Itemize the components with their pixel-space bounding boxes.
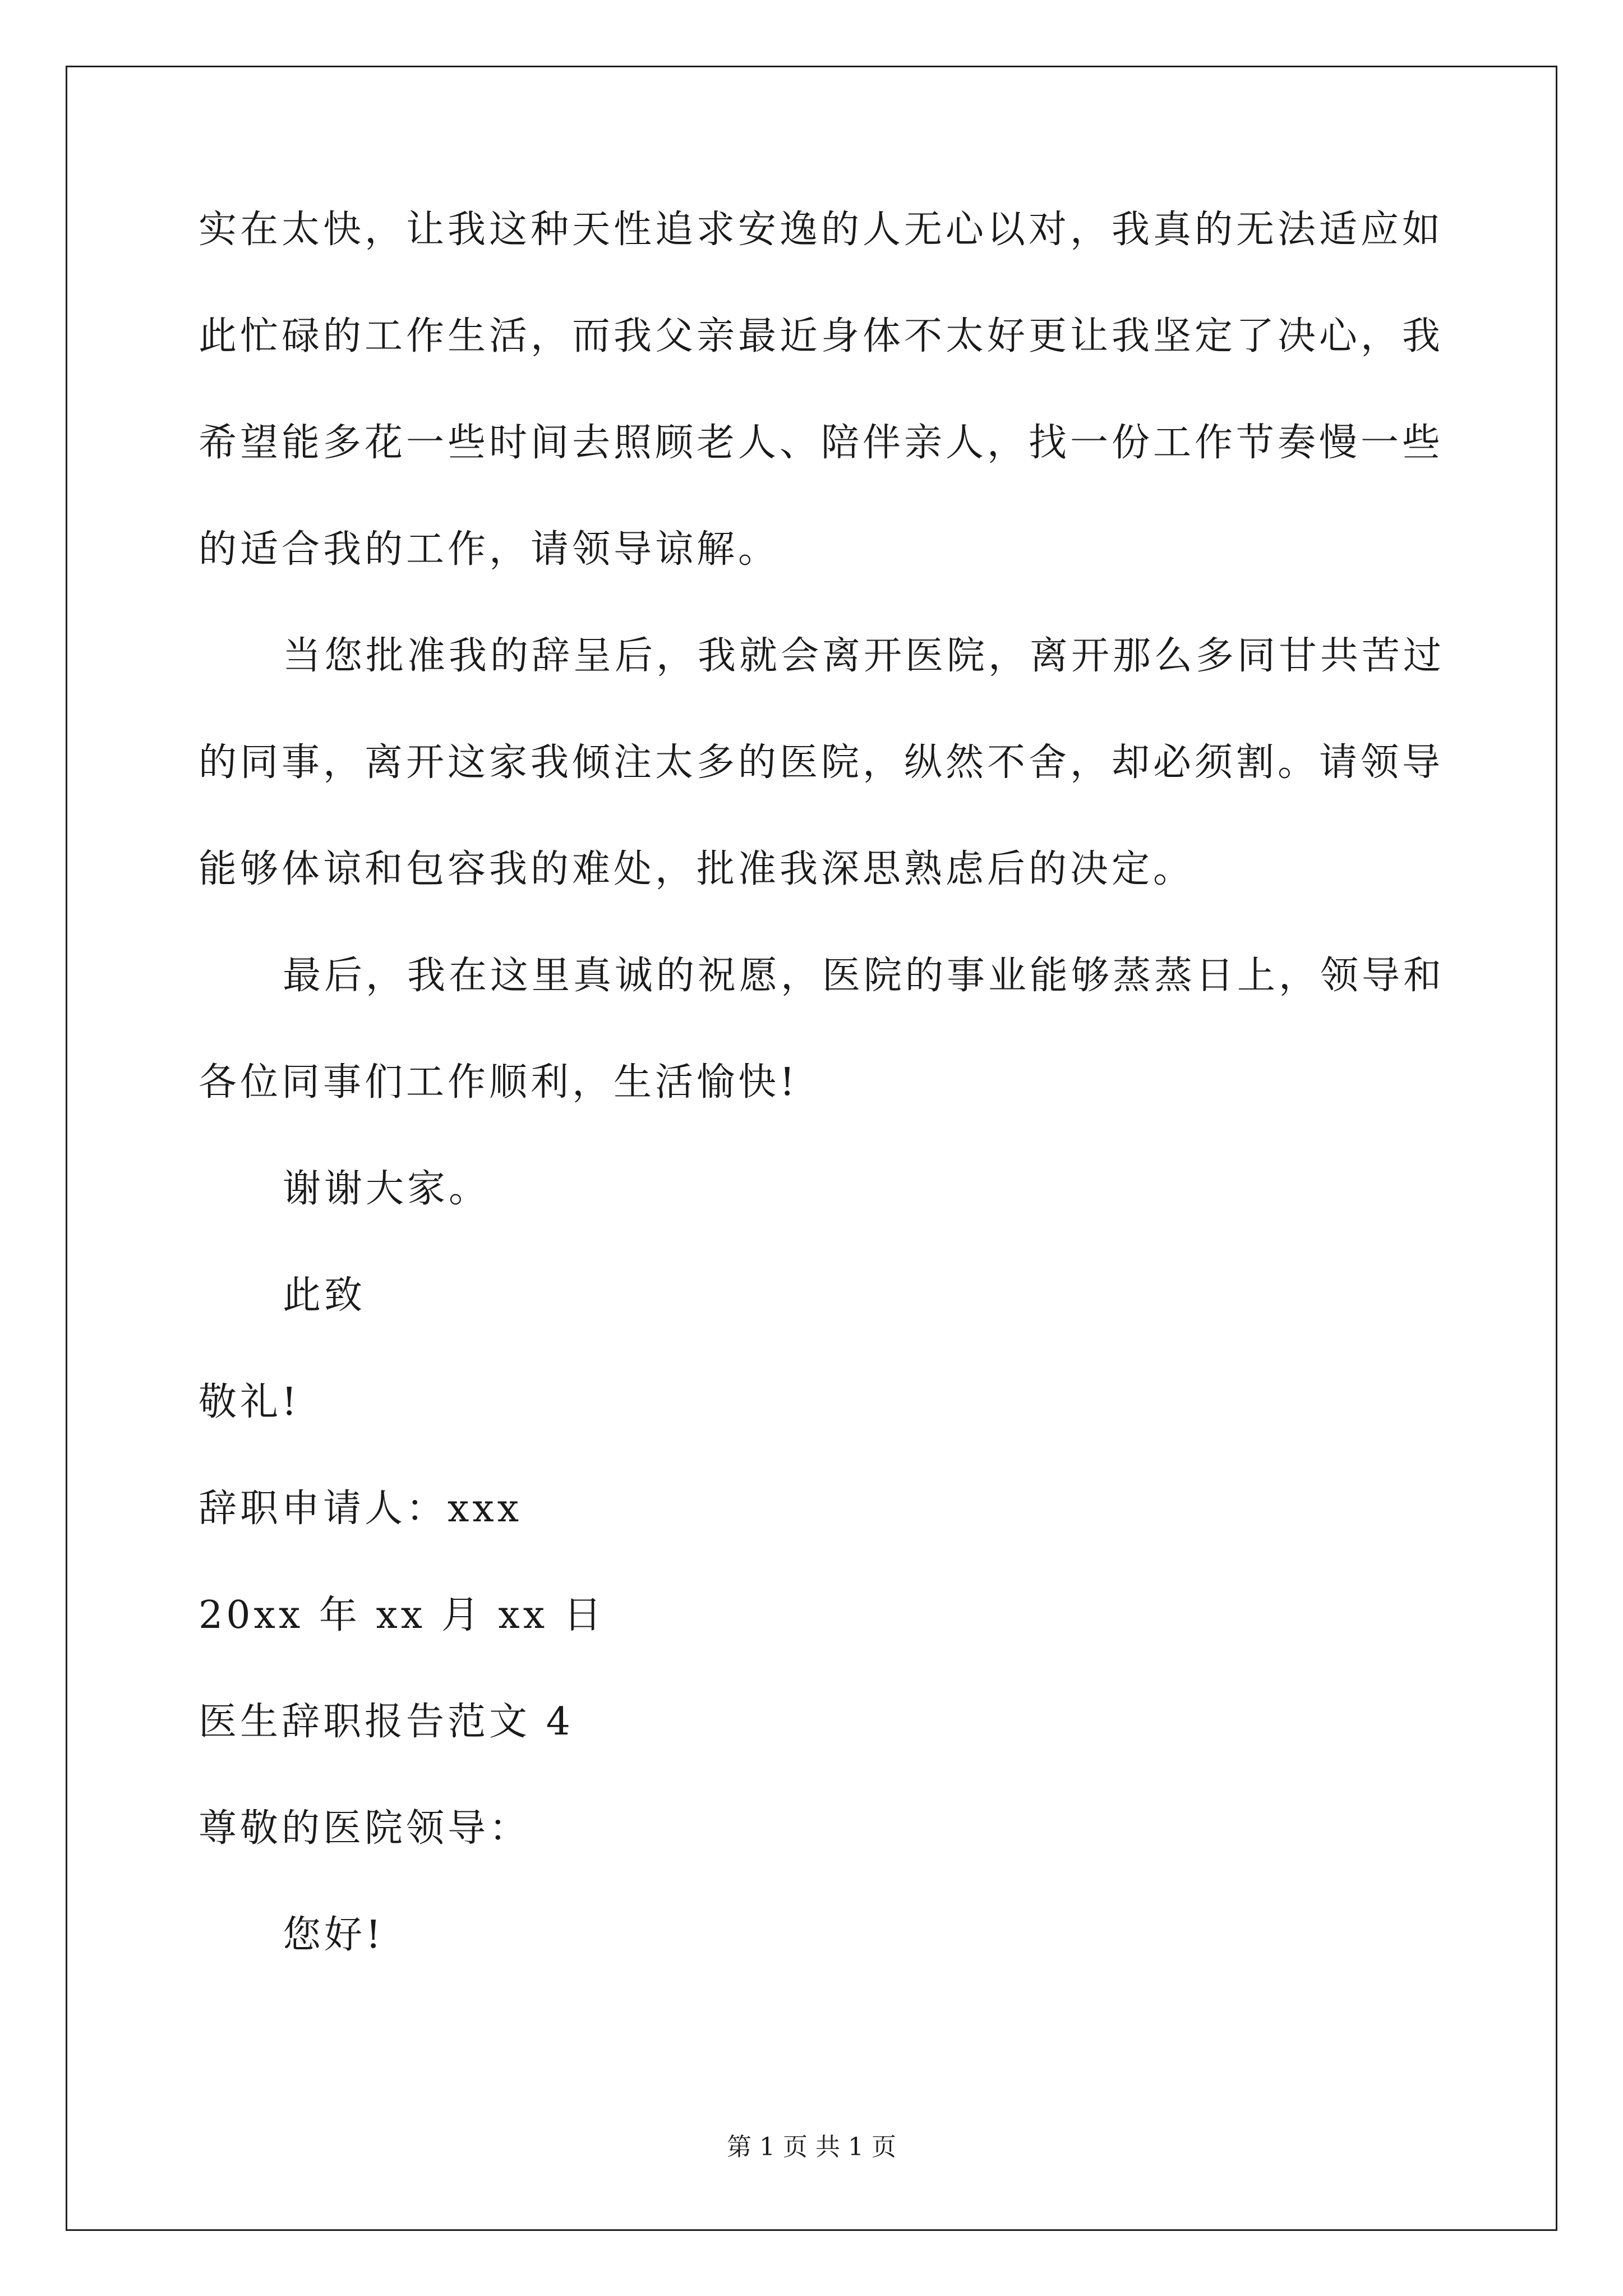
text-line: 实在太快，让我这种天性追求安逸的人无心以对，我真的无法适应如 bbox=[199, 208, 1444, 252]
text-line: 敬礼! bbox=[199, 1380, 301, 1424]
text-line: 最后，我在这里真诚的祝愿，医院的事业能够蒸蒸日上，领导和 bbox=[283, 954, 1445, 998]
text-line: 此忙碌的工作生活，而我父亲最近身体不太好更让我坚定了决心，我 bbox=[199, 314, 1444, 358]
text-line: 希望能多花一些时间去照顾老人、陪伴亲人，找一份工作节奏慢一些 bbox=[199, 421, 1444, 465]
page-footer: 第 1 页 共 1 页 bbox=[727, 2133, 896, 2161]
text-line: 当您批准我的辞呈后，我就会离开医院，离开那么多同甘共苦过 bbox=[283, 634, 1445, 678]
text-line: 您好! bbox=[283, 1913, 385, 1957]
text-line: 此致 bbox=[283, 1273, 366, 1318]
text-line: 20xx 年 xx 月 xx 日 bbox=[199, 1593, 605, 1637]
text-line: 医生辞职报告范文 4 bbox=[199, 1700, 574, 1744]
text-line: 尊敬的医院领导： bbox=[199, 1806, 531, 1851]
text-line: 各位同事们工作顺利，生活愉快! bbox=[199, 1060, 799, 1105]
text-line: 谢谢大家。 bbox=[283, 1167, 491, 1211]
text-line: 能够体谅和包容我的难处，批准我深思熟虑后的决定。 bbox=[199, 847, 1195, 891]
page-frame bbox=[66, 66, 1557, 2231]
text-line: 的同事，离开这家我倾注太多的医院，纵然不舍，却必须割。请领导 bbox=[199, 740, 1444, 785]
text-line: 的适合我的工作，请领导谅解。 bbox=[199, 527, 780, 572]
text-line: 辞职申请人：xxx bbox=[199, 1487, 523, 1531]
